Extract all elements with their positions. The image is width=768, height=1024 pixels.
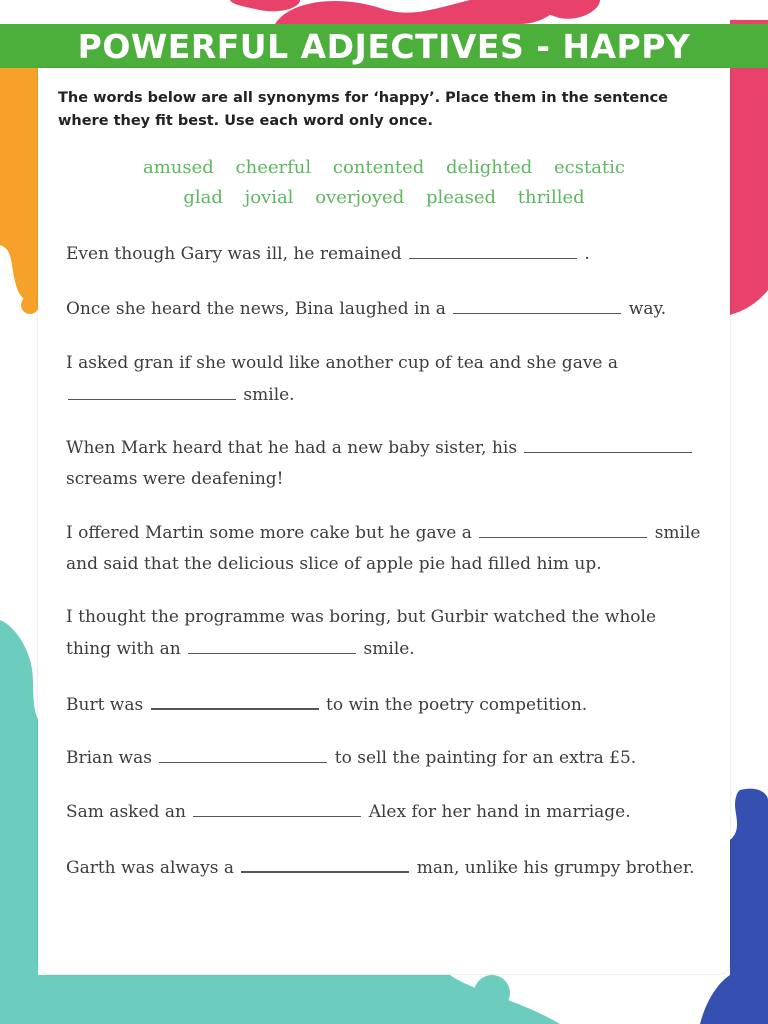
sentence-6 (66, 602, 706, 665)
sentence-7 (66, 688, 706, 721)
sentence-text: Garth was always a (66, 858, 234, 878)
sentence-4 (66, 432, 706, 495)
sentence-text: When Mark heard that he had a new baby sister, his (66, 438, 518, 458)
title-banner (0, 24, 768, 68)
sentence-text: Brian was (66, 748, 152, 768)
word-bank-item: amused (143, 157, 214, 178)
sentence-1 (66, 238, 706, 270)
sentence-text: I thought the programme was boring, but Gurbir watched the whole thing with an (66, 607, 657, 659)
sentence-3 (66, 348, 706, 411)
sentence-text: Once she heard the news, Bina laughed in a (66, 299, 446, 319)
word-bank-row-2 (38, 183, 730, 213)
answer-blank[interactable] (524, 432, 692, 453)
answer-blank[interactable] (151, 688, 319, 710)
answer-blank[interactable] (193, 796, 361, 817)
word-bank-item: glad (183, 187, 223, 208)
word-bank-row-1 (38, 153, 730, 183)
answer-blank[interactable] (188, 633, 356, 654)
word-bank-item: jovial (244, 187, 294, 208)
sentence-text: smile. (243, 385, 295, 405)
worksheet-card (38, 68, 730, 974)
sentence-text: way. (628, 299, 667, 319)
sentence-text: Even though Gary was ill, he remained (66, 244, 402, 264)
answer-blank[interactable] (68, 379, 236, 400)
answer-blank[interactable] (479, 517, 647, 538)
sentence-text: I asked gran if she would like another cup of tea and she gave a (66, 353, 619, 373)
sentence-text: to win the poetry competition. (326, 695, 588, 715)
word-bank-item: thrilled (517, 187, 585, 208)
word-bank-item: pleased (425, 187, 497, 208)
word-bank-item: contented (332, 157, 425, 178)
word-bank-item: ecstatic (553, 157, 625, 178)
sentence-text: smile. (363, 639, 415, 659)
sentence-text: Sam asked an (66, 802, 186, 822)
sentence-10 (66, 851, 706, 884)
sentence-9 (66, 796, 706, 828)
word-bank-item: overjoyed (315, 187, 405, 208)
sentence-5 (66, 517, 706, 580)
sentence-text: smile and said that the delicious slice of apple pie had filled him up. (66, 523, 701, 574)
answer-blank[interactable] (453, 293, 621, 314)
sentence-text: . (584, 244, 590, 264)
sentence-text: Burt was (66, 695, 144, 715)
answer-blank[interactable] (409, 238, 577, 259)
sentence-2 (66, 293, 706, 325)
sentence-text: screams were deafening! (66, 469, 284, 489)
word-bank-item: cheerful (235, 157, 312, 178)
answer-blank[interactable] (241, 851, 409, 873)
sentence-text: man, unlike his grumpy brother. (416, 858, 695, 878)
sentence-text: Alex for her hand in marriage. (368, 802, 631, 822)
page-title: POWERFUL ADJECTIVES - HAPPY (77, 26, 691, 66)
sentence-8 (66, 742, 706, 774)
answer-blank[interactable] (159, 742, 327, 763)
sentence-text: I offered Martin some more cake but he gave a (66, 523, 472, 543)
sentence-text: to sell the painting for an extra £5. (334, 748, 637, 768)
word-bank (38, 153, 730, 213)
instructions: The words below are all synonyms for ‘happy’. Place them in the sentence where they fit best. Use each word only once. (58, 90, 669, 129)
word-bank-item: delighted (446, 157, 533, 178)
